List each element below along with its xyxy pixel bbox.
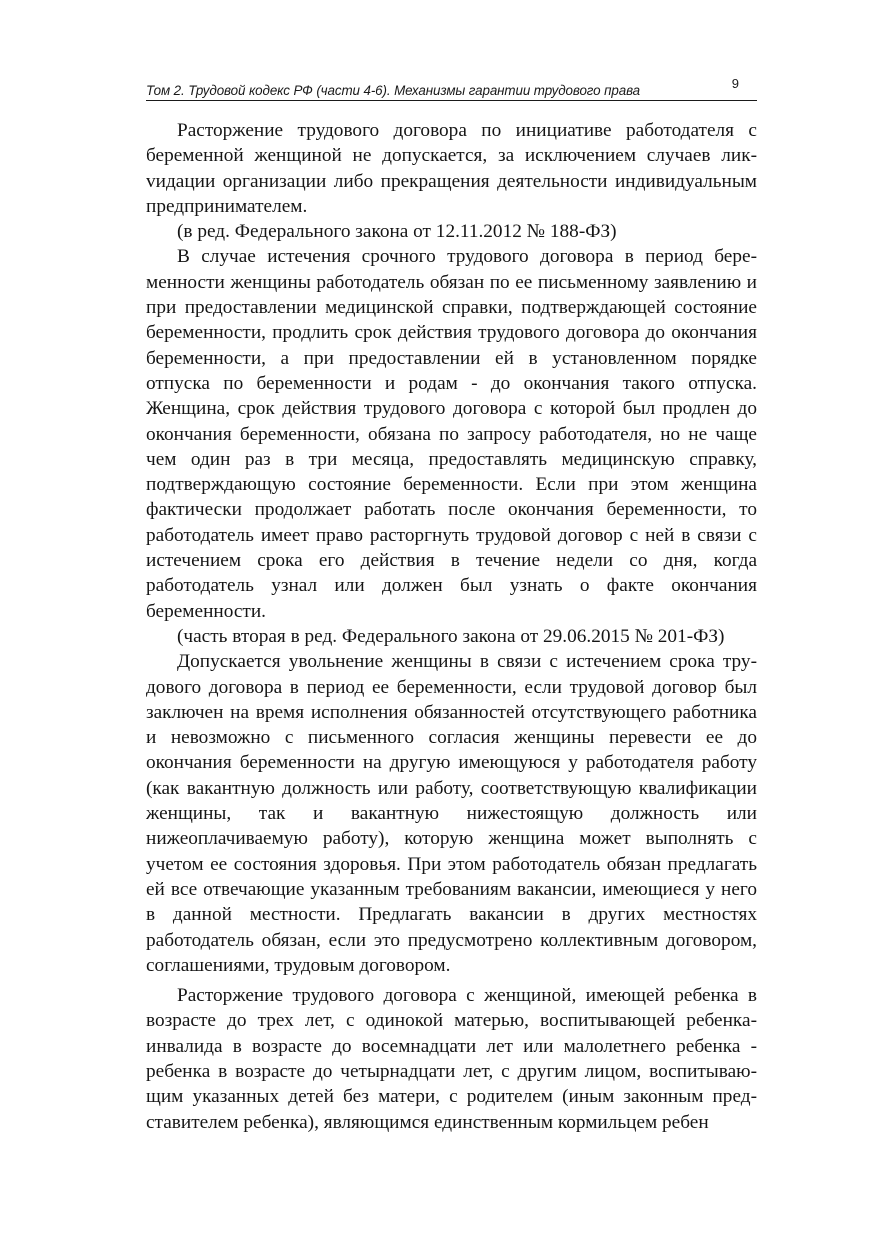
- edit-note: (часть вторая в ред. Федерального закона от 29.06.2015 № 201-ФЗ): [177, 625, 725, 647]
- body-text: [146, 118, 757, 1135]
- edit-note: (в ред. Федерального закона от 12.11.2012 № 188-ФЗ): [177, 221, 617, 243]
- header-title: Том 2. Трудовой кодекс РФ (части 4-6). Механизмы гарантии трудового права: [146, 83, 641, 98]
- running-header: [146, 76, 757, 101]
- paragraph: Расторжение трудового договора с женщиной, имеющей ребенка в возрасте до трех лет, с одинокой матерью, воспитывающей ребенка-инвалида в возрасте до восемнадцати лет или малолетнего ребенка - ребенка в возрасте до четырнадцати лет, с другим лицом, воспитывающим указанных детей без матери, с родителем (иным законным представителем ребенка), являющимся единственным кормильцем ребен: [146, 985, 757, 1133]
- paragraph: Допускается увольнение женщины в связи с истечением срока трудового договора в период ее беременности, если трудовой договор был заключен на время исполнения обязанностей отсутствующего работника и невозможно с письменного согласия женщины перевести ее до окончания беременности на другую имеющуюся у работодателя работу (как вакантную должность или работу, соответствующую квалификации женщины, так и вакантную нижестоящую должность или нижеоплачиваемую работу), которую женщина может выполнять с учетом ее состояния здоровья. При этом работодатель обязан предлагать ей все отвечающие указанным требованиям вакансии, имеющиеся у него в данной местности. Предлагать вакансии в других местностях работодатель обязан, если это предусмотрено коллективным договором, соглашениями, трудовым договором.: [146, 651, 757, 976]
- paragraph: Расторжение трудового договора по инициативе работодателя с беременной женщиной не допускается, за исключением случаев ликvидации организации либо прекращения деятельности индивидуальным предпринимателем.: [146, 120, 757, 217]
- paragraph: В случае истечения срочного трудового договора в период беременности женщины работодатель обязан по ее письменному заявлению и при предоставлении медицинской справки, подтверждающей состояние беременности, продлить срок действия трудового договора до окончания беременности, а при предоставлении ей в установленном порядке отпуска по беременности и родам - до окончания такого отпуска. Женщина, срок действия трудового договора с которой был продлен до окончания беременности, обязана по запросу работодателя, но не чаще чем один раз в три месяца, предоставлять медицинскую справку, подтверждающую состояние беременности. Если при этом женщина фактически продолжает работать после окончания беременности, то работодатель имеет право расторгнуть трудовой договор с ней в связи с истечением срока его действия в течение недели со дня, когда работодатель узнал или должен был узнать о факте окончания беременности.: [146, 246, 757, 622]
- page-number: 9: [731, 76, 739, 91]
